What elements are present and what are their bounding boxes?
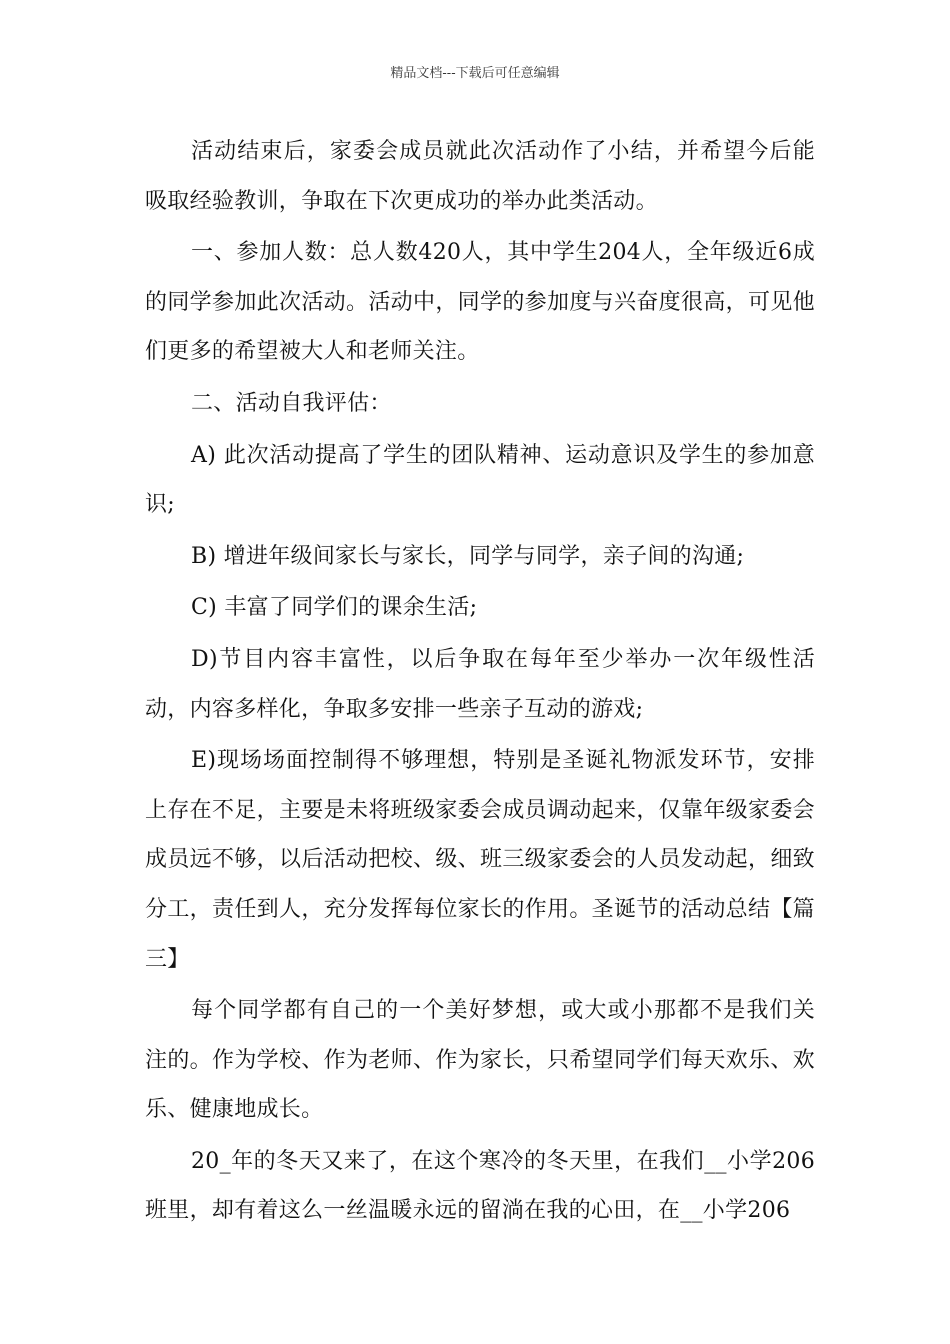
paragraph-dreams: 每个同学都有自己的一个美好梦想，或大或小那都不是我们关注的。作为学校、作为老师、作为家长，只希望同学们每天欢乐、欢乐、健康地成长。 xyxy=(145,998,815,1123)
paragraph-participants: 一、参加人数：总人数420人，其中学生204人，全年级近6成的同学参加此次活动。活动中，同学的参加度与兴奋度很高，可见他们更多的希望被大人和老师关注。 xyxy=(145,240,815,365)
paragraph-item-b: B) 增进年级间家长与家长，同学与同学，亲子间的沟通; xyxy=(191,543,745,569)
paragraph-summary: 活动结束后，家委会成员就此次活动作了小结，并希望今后能吸取经验教训，争取在下次更成功的举办此类活动。 xyxy=(145,139,815,214)
page-header: 精品文档---下载后可任意编辑 xyxy=(390,66,560,81)
paragraph-item-e: E)现场场面控制得不够理想，特别是圣诞礼物派发环节，安排上存在不足，主要是未将班级家委会成员调动起来，仅靠年级家委会成员远不够，以后活动把校、级、班三级家委会的人员发动起，细致分工，责任到人，充分发挥每位家长的作用。圣诞节的活动总结【篇三】 xyxy=(145,748,815,972)
paragraph-item-c: C) 丰富了同学们的课余生活; xyxy=(191,595,478,621)
paragraph-item-d: D)节目内容丰富性，以后争取在每年至少举办一次年级性活动，内容多样化，争取多安排一些亲子互动的游戏; xyxy=(145,646,815,722)
paragraph-evaluation-heading: 二、活动自我评估： xyxy=(191,390,392,416)
document-body xyxy=(145,127,815,1238)
paragraph-item-a: A) 此次活动提高了学生的团队精神、运动意识及学生的参加意识; xyxy=(145,442,815,518)
paragraph-winter: 20_年的冬天又来了，在这个寒冷的冬天里，在我们__小学206班里，却有着这么一丝温暖永远的留淌在我的心田，在__小学206 xyxy=(145,1148,815,1224)
